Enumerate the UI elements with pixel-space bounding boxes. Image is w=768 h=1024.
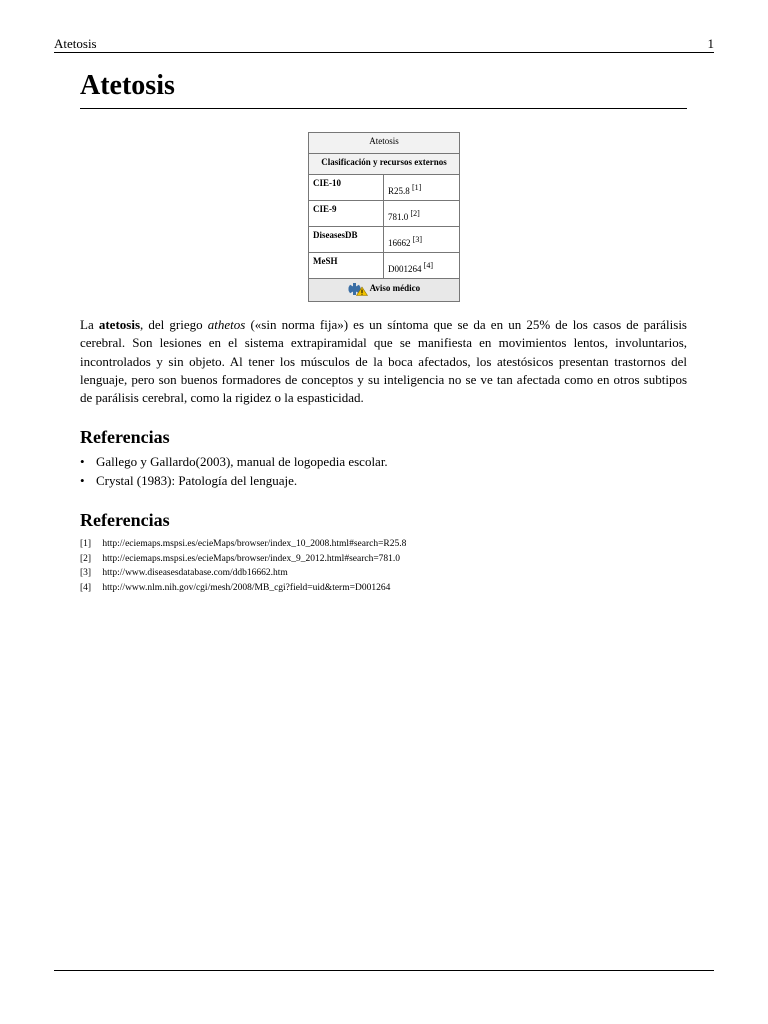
infobox-value: [384, 201, 460, 227]
infobox-value-text: 16662: [388, 238, 411, 248]
infobox-value: [384, 175, 460, 201]
infobox-value-text: R25.8: [388, 186, 410, 196]
infobox-footer[interactable]: [309, 279, 460, 302]
infobox-footer-label: Aviso médico: [369, 283, 421, 294]
page-title: Atetosis: [80, 70, 687, 109]
notes-list: [80, 537, 406, 595]
text-run: La: [80, 317, 99, 332]
infobox-header: Atetosis: [309, 133, 460, 154]
ref-link[interactable]: [2]: [410, 209, 420, 218]
running-title: Atetosis: [54, 36, 97, 51]
page-number: 1: [707, 36, 714, 51]
note-link[interactable]: http://www.nlm.nih.gov/cgi/mesh/2008/MB_cgi?field=uid&term=D001264: [102, 582, 391, 593]
infobox-subheader: Clasificación y recursos externos: [309, 154, 460, 175]
infobox-value: [384, 227, 460, 253]
infobox-value: [384, 253, 460, 279]
body-paragraph: [80, 316, 687, 407]
infobox-row: [309, 175, 460, 201]
note-item: [80, 537, 406, 552]
section-heading-referencias: Referencias: [80, 427, 170, 447]
italic-term: athetos: [207, 317, 246, 332]
infobox: [308, 132, 460, 302]
note-item: [80, 581, 406, 596]
reference-list: [80, 453, 388, 490]
footer-rule: [54, 970, 714, 971]
text-run: , del griego: [140, 317, 208, 332]
note-link[interactable]: http://eciemaps.mspsi.es/ecieMaps/browser/index_10_2008.html#search=R25.8: [102, 539, 407, 549]
note-number: [2]: [80, 553, 92, 564]
running-header: [54, 36, 714, 53]
ref-link[interactable]: [4]: [423, 261, 434, 270]
note-link[interactable]: http://www.diseasesdatabase.com/ddb16662.htm: [102, 568, 288, 579]
infobox-key: CIE-9: [309, 201, 384, 227]
list-item: • Crystal (1983): Patología del lenguaje.: [80, 472, 388, 491]
infobox-row: [309, 227, 460, 253]
infobox-key: DiseasesDB: [309, 227, 384, 253]
infobox-key: CIE-10: [309, 175, 384, 201]
infobox-row: [309, 253, 460, 279]
infobox-row: [309, 201, 460, 227]
list-item: • Gallego y Gallardo(2003), manual de logopedia escolar.: [80, 453, 388, 472]
ref-link[interactable]: [3]: [412, 235, 423, 244]
note-number: [3]: [80, 568, 92, 579]
note-number: [1]: [80, 539, 92, 549]
note-link[interactable]: http://eciemaps.mspsi.es/ecieMaps/browser/index_9_2012.html#search=781.0: [102, 553, 401, 564]
infobox-key: MeSH: [309, 253, 384, 279]
note-item: [80, 566, 406, 581]
bold-term: atetosis: [98, 317, 141, 332]
note-number: [4]: [80, 582, 92, 593]
infobox-value-text: D001264: [388, 264, 422, 274]
infobox-value-text: 781.0: [388, 212, 409, 222]
note-item: [80, 552, 406, 567]
text-run: («sin norma fija») es un síntoma que se da en un 25% de los casos de parálisis cerebral. Son lesiones en el sistema extrapiramidal que se manifiesta en movimientos lentos, involuntarios, incontrolados y sin objeto. Al tener los músculos de la boca afectados, los atestósicos presentan trastornos del lenguaje, pero son buenos formadores de conceptos y su inteligencia no se ve tan afectada como en otros subtipos de parálisis cerebral, como la rigidez o la espasticidad.: [80, 317, 687, 406]
ref-link[interactable]: [1]: [412, 183, 422, 192]
medical-warning-icon: [348, 282, 368, 296]
section-heading-notes: Referencias: [80, 510, 170, 530]
